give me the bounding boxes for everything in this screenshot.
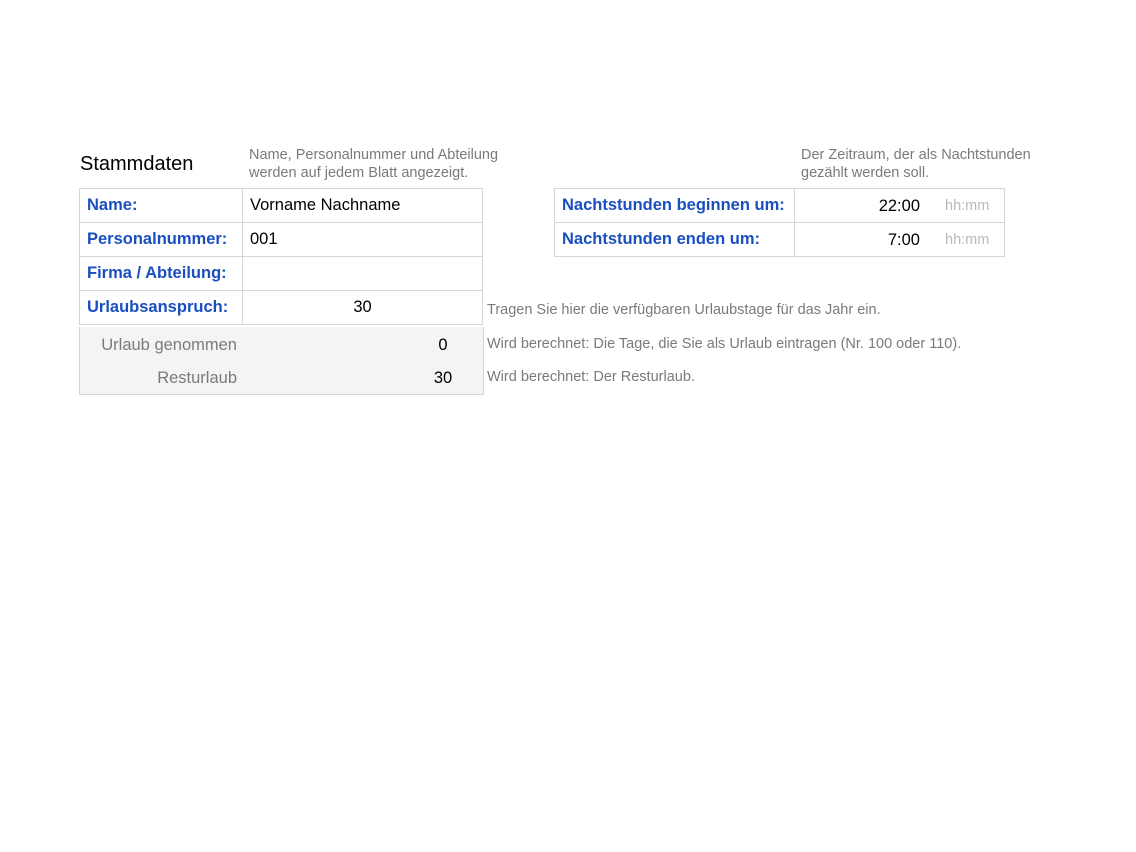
night-end-format-hint: hh:mm <box>945 232 990 248</box>
row-personnel-number <box>80 223 483 257</box>
row-night-start <box>555 189 1005 223</box>
row-name <box>80 189 483 223</box>
hint-vacation-taken: Wird berechnet: Die Tage, die Sie als Urlaub eintragen (Nr. 100 oder 110). <box>487 336 962 352</box>
night-start-label: Nachtstunden beginnen um: <box>555 189 795 223</box>
hint-master-data <box>249 146 498 182</box>
night-hours-table <box>554 188 1005 257</box>
company-department-field[interactable] <box>243 257 483 291</box>
row-vacation-taken <box>80 327 483 360</box>
night-start-value: 22:00 <box>878 197 920 215</box>
personnel-number-label: Personalnummer: <box>80 223 243 257</box>
hint-night-hours <box>801 146 1031 182</box>
vacation-entitlement-label: Urlaubsanspruch: <box>80 291 243 325</box>
night-start-field[interactable] <box>795 189 1005 223</box>
night-start-format-hint: hh:mm <box>945 198 990 214</box>
hint-vacation-entitlement: Tragen Sie hier die verfügbaren Urlaubstage für das Jahr ein. <box>487 302 881 318</box>
hint-master-data-line-1: Name, Personalnummer und Abteilung <box>249 147 499 163</box>
company-department-label: Firma / Abteilung: <box>80 257 243 291</box>
section-title: Stammdaten <box>80 153 194 175</box>
personnel-number-field[interactable]: 001 <box>243 223 483 257</box>
calculated-vacation-block <box>79 327 484 395</box>
vacation-entitlement-field[interactable]: 30 <box>243 291 483 325</box>
night-end-label: Nachtstunden enden um: <box>555 223 795 257</box>
remaining-vacation-label: Resturlaub <box>157 369 237 387</box>
name-field[interactable]: Vorname Nachname <box>243 189 483 223</box>
hint-night-hours-line-1: Der Zeitraum, der als Nachtstunden <box>801 147 1031 163</box>
master-data-table <box>79 188 483 325</box>
remaining-vacation-value: 30 <box>433 369 453 387</box>
name-label: Name: <box>80 189 243 223</box>
row-company-department <box>80 257 483 291</box>
row-vacation-entitlement <box>80 291 483 325</box>
hint-night-hours-line-2: gezählt werden soll. <box>801 165 930 181</box>
row-night-end <box>555 223 1005 257</box>
night-end-field[interactable] <box>795 223 1005 257</box>
hint-master-data-line-2: werden auf jedem Blatt angezeigt. <box>249 165 469 181</box>
night-end-value: 7:00 <box>887 231 920 249</box>
vacation-taken-label: Urlaub genommen <box>101 336 237 354</box>
row-remaining-vacation <box>80 360 483 393</box>
hint-remaining-vacation: Wird berechnet: Der Resturlaub. <box>487 369 695 385</box>
vacation-taken-value: 0 <box>438 336 448 354</box>
